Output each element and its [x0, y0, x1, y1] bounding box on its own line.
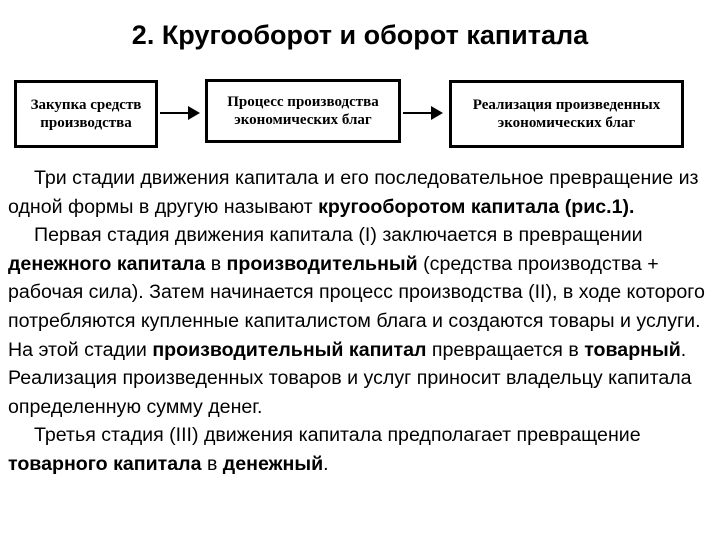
stage-box-purchase-line2: производства: [40, 115, 132, 131]
body-text: [8, 164, 716, 479]
text-run: превращается в: [426, 338, 585, 361]
stage-box-realization: [449, 80, 684, 148]
text-run: Третья стадия (III) движения капитала предполагает превращение: [34, 424, 641, 447]
bold-term: товарный: [584, 338, 681, 361]
page-title: 2. Кругооборот и оборот капитала: [131, 20, 589, 50]
text-run: в: [205, 252, 227, 275]
text-run: . Реализация произведенных товаров и услуг приносит владельцу капитала определенную сумму денег.: [8, 338, 692, 418]
text-run: (средства производства + рабочая сила). Затем начинается процесс производства (II), в ходе которого потребляются купленные капиталистом блага и создаются товары и услуги. На этой стадии: [8, 252, 705, 361]
bold-term: денежный: [222, 452, 324, 475]
text-run: в: [201, 452, 223, 475]
bold-term: кругооборотом капитала (рис.1).: [318, 195, 635, 218]
stage-box-production-line2: экономических благ: [234, 112, 372, 128]
text-run: Три стадии движения капитала и его последовательное превращение из одной формы в другую называют: [8, 167, 699, 218]
arrow-right-icon: [160, 112, 198, 114]
stage-box-realization-line1: Реализация произведенных: [472, 97, 661, 113]
paragraph-1: [8, 164, 716, 221]
paragraph-2: [8, 221, 716, 421]
bold-term: производительный: [226, 252, 418, 275]
stage-box-realization-line2: экономических благ: [497, 115, 636, 131]
stage-box-production: [205, 79, 401, 143]
bold-term: денежного капитала: [8, 252, 206, 275]
text-run: .: [323, 452, 329, 475]
stage-box-purchase-line1: Закупка средств: [30, 97, 142, 113]
stage-box-purchase: [14, 80, 158, 148]
arrow-right-icon: [403, 112, 441, 114]
text-run: Первая стадия движения капитала (I) заключается в превращении: [34, 224, 643, 247]
stage-box-production-line1: Процесс производства: [227, 94, 379, 110]
paragraph-3: [8, 421, 716, 478]
bold-term: товарного капитала: [8, 452, 202, 475]
bold-term: производительный капитал: [152, 338, 427, 361]
capital-circuit-diagram: [0, 0, 720, 160]
